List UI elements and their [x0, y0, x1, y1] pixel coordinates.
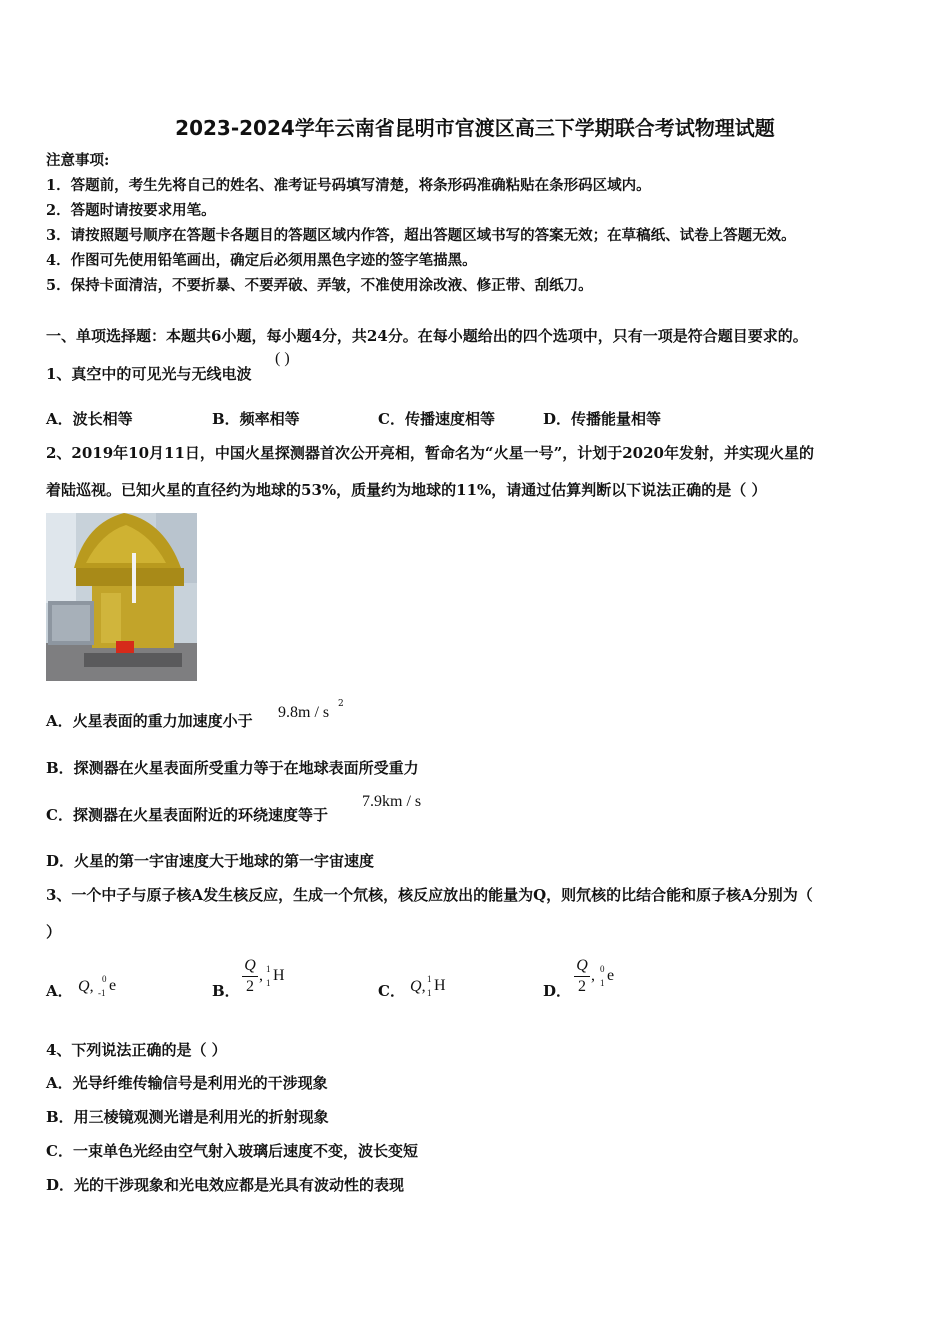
comma: ,	[259, 967, 263, 984]
fraction-denominator: 2	[578, 978, 586, 995]
question-2-option-b: B．探测器在火星表面所受重力等于在地球表面所受重力	[46, 759, 419, 777]
energy-symbol-q: Q	[78, 978, 90, 995]
question-4-option-a: A．光导纤维传输信号是利用光的干涉现象	[46, 1074, 328, 1092]
question-3-option-c-formula	[410, 977, 426, 997]
notice-item-4: 4．作图可先使用铅笔画出，确定后必须用黑色字迹的签字笔描黑。	[46, 252, 477, 269]
section-heading: 一、单项选择题：本题共6小题，每小题4分，共24分。在每小题给出的四个选项中，只有一项是符合题目要求的。	[46, 327, 808, 345]
comma: ,	[421, 978, 426, 995]
electron-nuclide	[97, 975, 127, 999]
question-2-option-c: C．探测器在火星表面附近的环绕速度等于	[46, 806, 328, 824]
question-3-option-d-label: D．	[543, 982, 572, 1000]
hydrogen-mass-number: 1	[266, 964, 271, 974]
question-1-answer-paren: ( )	[275, 350, 290, 367]
q-over-2-fraction	[242, 957, 258, 996]
exam-title: 2023-2024学年云南省昆明市官渡区高三下学期联合考试物理试题	[175, 116, 775, 140]
hydrogen-charge-number: 1	[427, 988, 432, 998]
notice-item-5: 5．保持卡面清洁，不要折暴、不要弄破、弄皱，不准使用涂改液、修正带、刮纸刀。	[46, 277, 593, 294]
fraction-numerator: Q	[576, 957, 588, 974]
hydrogen-symbol: H	[434, 977, 446, 994]
question-4-option-d: D．光的干涉现象和光电效应都是光具有波动性的表现	[46, 1176, 405, 1194]
question-2-option-a-value: 9.8m / s	[278, 704, 330, 721]
question-3-option-a-formula	[78, 977, 94, 997]
hydrogen-nuclide	[425, 975, 455, 999]
electron-mass-number: 0	[102, 974, 107, 984]
notice-item-1: 1．答题前，考生先将自己的姓名、准考证号码填写清楚，将条形码准确粘贴在条形码区域内。	[46, 177, 651, 194]
q-over-2-fraction	[574, 957, 590, 996]
hydrogen-nuclide	[264, 965, 294, 989]
electron-charge-number: 1	[600, 978, 605, 988]
electron-charge-number: -1	[98, 988, 106, 998]
notice-item-3: 3．请按照题号顺序在答题卡各题目的答题区域内作答，超出答题区域书写的答案无效；在草稿纸、试卷上答题无效。	[46, 227, 796, 244]
question-2-option-a-exponent: 2	[338, 699, 344, 709]
electron-mass-number: 0	[600, 964, 605, 974]
question-3-stem-line-2: ）	[46, 923, 62, 941]
comma: ,	[591, 967, 595, 984]
question-4-stem: 4、下列说法正确的是（ ）	[46, 1041, 227, 1059]
electron-symbol: e	[607, 967, 615, 984]
fraction-bar	[574, 976, 590, 977]
mars-probe-photo	[46, 513, 197, 681]
question-1-option-a: A．波长相等	[46, 410, 133, 428]
question-4-option-c: C．一束单色光经由空气射入玻璃后速度不变，波长变短	[46, 1142, 418, 1160]
fraction-numerator: Q	[244, 957, 256, 974]
question-3-option-b-label: B．	[212, 982, 240, 1000]
question-2-option-d: D．火星的第一宇宙速度大于地球的第一宇宙速度	[46, 852, 375, 870]
hydrogen-symbol: H	[273, 967, 285, 984]
question-2-stem-line-2: 着陆巡视。已知火星的直径约为地球的53%，质量约为地球的11%，请通过估算判断以下说法正确的是（ ）	[46, 481, 767, 499]
hydrogen-mass-number: 1	[427, 974, 432, 984]
notice-heading: 注意事项:	[46, 152, 110, 169]
question-1-option-d: D．传播能量相等	[543, 410, 662, 428]
question-4-option-b: B．用三棱镜观测光谱是利用光的折射现象	[46, 1108, 329, 1126]
question-1-stem: 1、真空中的可见光与无线电波	[46, 365, 252, 383]
question-3-option-a-label: A．	[46, 982, 73, 1000]
fraction-bar	[242, 976, 258, 977]
energy-symbol-q: Q	[410, 978, 422, 995]
question-1-option-b: B．频率相等	[212, 410, 300, 428]
question-2-option-c-value: 7.9km / s	[362, 793, 422, 810]
fraction-denominator: 2	[246, 978, 254, 995]
electron-symbol: e	[109, 977, 117, 994]
hydrogen-charge-number: 1	[266, 978, 271, 988]
question-2-option-a: A．火星表面的重力加速度小于	[46, 712, 253, 730]
question-3-stem-line-1: 3、一个中子与原子核A发生核反应，生成一个氘核，核反应放出的能量为Q，则氘核的比结合能和原子核A分别为（	[46, 886, 813, 904]
electron-nuclide	[594, 965, 624, 989]
comma: ,	[89, 978, 94, 995]
question-2-stem-line-1: 2、2019年10月11日，中国火星探测器首次公开亮相，暂命名为“火星一号”，计划于2020年发射，并实现火星的	[46, 444, 814, 462]
question-3-option-c-label: C．	[378, 982, 405, 1000]
question-1-option-c: C．传播速度相等	[378, 410, 495, 428]
notice-item-2: 2．答题时请按要求用笔。	[46, 202, 216, 219]
